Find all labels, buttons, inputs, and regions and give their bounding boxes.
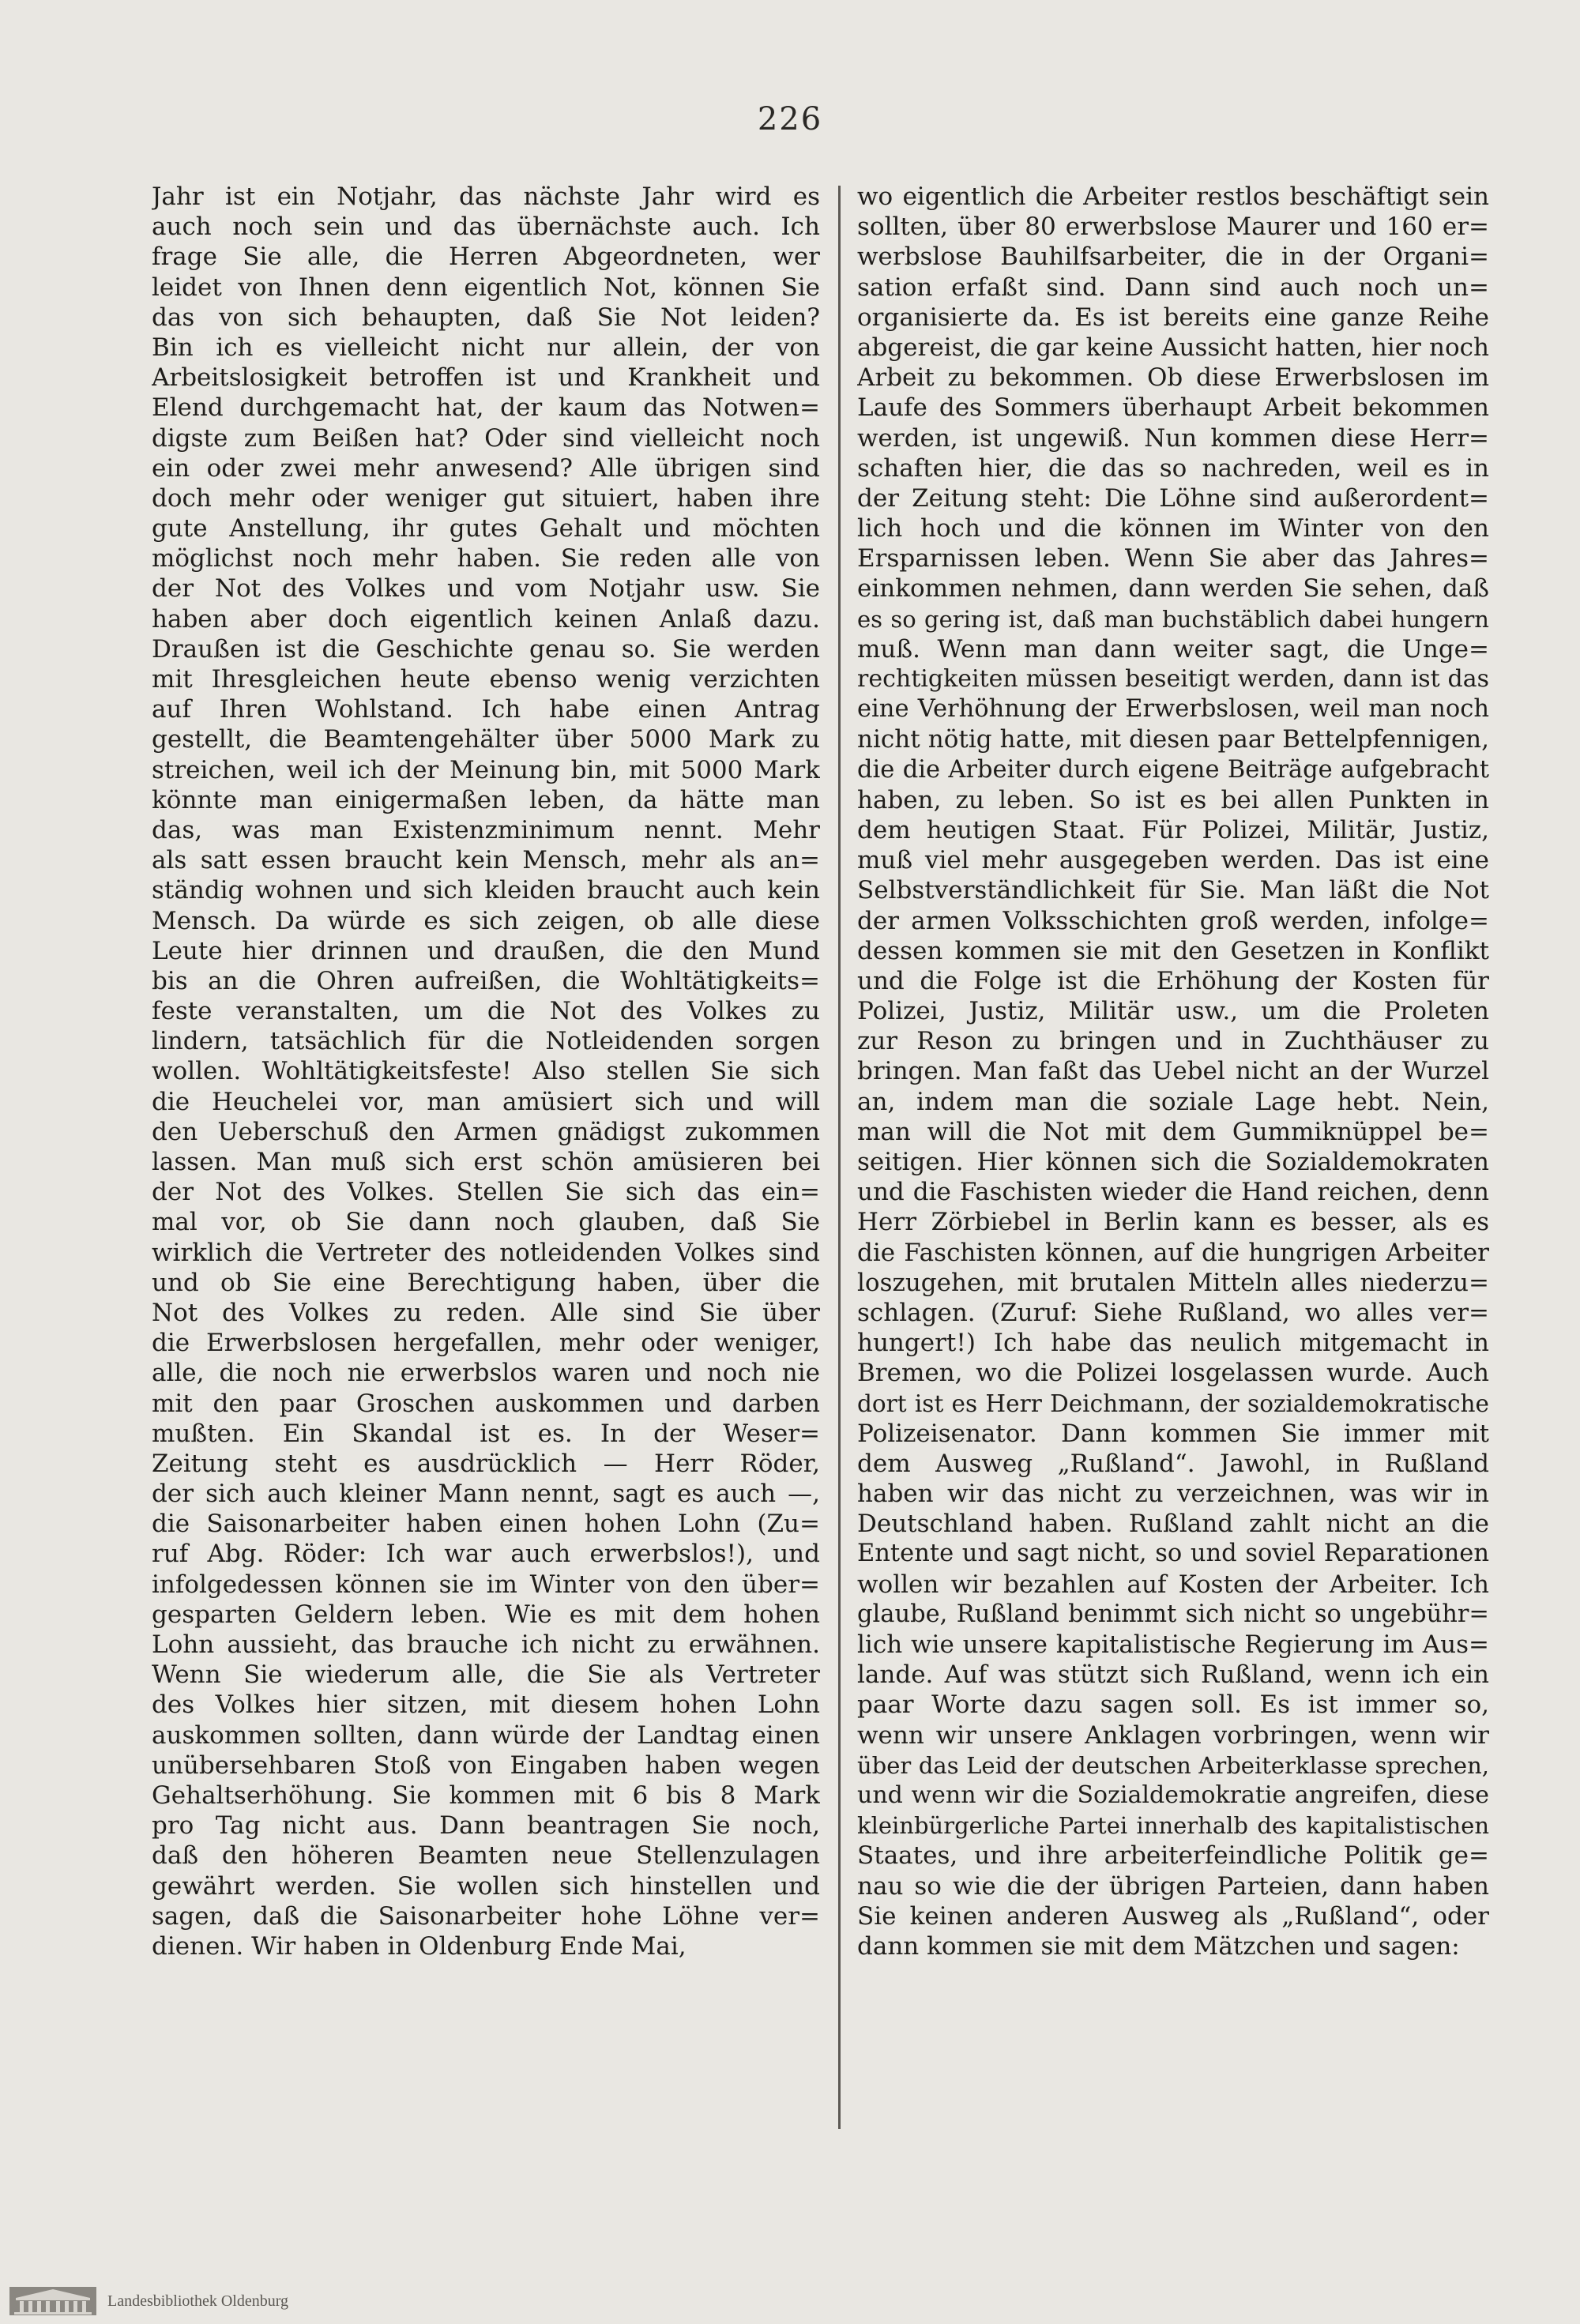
- text-line: den Ueberschuß den Armen gnädigst zukommen: [152, 1117, 820, 1146]
- text-line: hungert!) Ich habe das neulich mitgemacht in: [857, 1329, 1489, 1358]
- text-line: wirklich die Vertreter des notleidenden Volkes sind: [152, 1238, 820, 1267]
- text-line: Bin ich es vielleicht nicht nur allein, der von: [152, 333, 820, 362]
- text-line: ruf Abg. Röder: Ich war auch erwerbslos!), und: [152, 1540, 820, 1569]
- text-line: die Faschisten können, auf die hungrigen Arbeiter: [857, 1238, 1489, 1267]
- text-line: Arbeit zu bekommen. Ob diese Erwerbslosen im: [857, 363, 1489, 393]
- text-line: muß viel mehr ausgegeben werden. Das ist eine: [857, 846, 1489, 875]
- text-line: mit Ihresgleichen heute ebenso wenig verzichten: [152, 665, 820, 694]
- text-line: Draußen ist die Geschichte genau so. Sie werden: [152, 634, 820, 664]
- left-text-column: [152, 182, 820, 2141]
- text-line: wollen wir bezahlen auf Kosten der Arbeiter. Ich: [857, 1570, 1489, 1599]
- text-line: das von sich behaupten, daß Sie Not leiden?: [152, 303, 820, 332]
- text-line: wenn wir unsere Anklagen vorbringen, wenn wir: [857, 1720, 1489, 1750]
- text-line: nau so wie die der übrigen Parteien, dann haben: [857, 1871, 1489, 1901]
- text-line: bis an die Ohren aufreißen, die Wohltätigkeits=: [152, 966, 820, 995]
- text-line: unübersehbaren Stoß von Eingaben haben wegen: [152, 1751, 820, 1780]
- text-line: der sich auch kleiner Mann nennt, sagt es auch —,: [152, 1480, 820, 1509]
- text-line: mit den paar Groschen auskommen und darben: [152, 1389, 820, 1418]
- text-line: Ersparnissen leben. Wenn Sie aber das Jahres=: [857, 544, 1489, 573]
- column-divider: [838, 186, 841, 2129]
- text-line: seitigen. Hier können sich die Sozialdemokraten: [857, 1148, 1489, 1176]
- text-line: doch mehr oder weniger gut situiert, haben ihre: [152, 483, 820, 513]
- text-line: rechtigkeiten müssen beseitigt werden, dann ist das: [857, 665, 1489, 693]
- text-line: Deutschland haben. Rußland zahlt nicht an die: [857, 1510, 1489, 1539]
- text-line: schlagen. (Zuruf: Siehe Rußland, wo alles ver=: [857, 1298, 1489, 1327]
- text-line: der Zeitung steht: Die Löhne sind außerordent=: [857, 483, 1489, 513]
- text-line: kleinbürgerliche Partei innerhalb des kapitalistischen: [857, 1812, 1489, 1840]
- text-line: und wenn wir die Sozialdemokratie angreifen, diese: [857, 1781, 1489, 1809]
- text-line: Polizeisenator. Dann kommen Sie immer mit: [857, 1419, 1489, 1448]
- text-line: feste veranstalten, um die Not des Volkes zu: [152, 997, 820, 1026]
- text-line: dem Ausweg „Rußland“. Jawohl, in Rußland: [857, 1449, 1489, 1478]
- text-line: möglichst noch mehr haben. Sie reden alle von: [152, 544, 820, 573]
- text-line: gesparten Geldern leben. Wie es mit dem hohen: [152, 1600, 820, 1629]
- text-line: loszugehen, mit brutalen Mitteln alles niederzu=: [857, 1268, 1489, 1297]
- text-line: die Erwerbslosen hergefallen, mehr oder weniger,: [152, 1329, 820, 1358]
- text-line: der Not des Volkes. Stellen Sie sich das ein=: [152, 1178, 820, 1207]
- text-line: pro Tag nicht aus. Dann beantragen Sie noch,: [152, 1811, 820, 1841]
- text-line: schaften hier, die das so nachreden, weil es in: [857, 453, 1489, 483]
- text-line: mal vor, ob Sie dann noch glauben, daß Sie: [152, 1208, 820, 1237]
- text-line: Sie keinen anderen Ausweg als „Rußland“, oder: [857, 1901, 1489, 1931]
- text-line: die Heuchelei vor, man amüsiert sich und will: [152, 1087, 820, 1116]
- text-line: Bremen, wo die Polizei losgelassen wurde. Auch: [857, 1359, 1489, 1388]
- text-line: eine Verhöhnung der Erwerbslosen, weil man noch: [857, 695, 1489, 724]
- text-line: dort ist es Herr Deichmann, der sozialdemokratische: [857, 1390, 1489, 1417]
- text-line: sollten, über 80 erwerbslose Maurer und 160 er=: [857, 212, 1489, 242]
- text-line: mußten. Ein Skandal ist es. In der Weser=: [152, 1419, 820, 1448]
- text-line: ein oder zwei mehr anwesend? Alle übrigen sind: [152, 453, 820, 483]
- text-line: auskommen sollten, dann würde der Landtag einen: [152, 1720, 820, 1750]
- text-line: abgereist, die gar keine Aussicht hatten, hier noch: [857, 333, 1489, 362]
- text-line: haben, zu leben. So ist es bei allen Punkten in: [857, 785, 1489, 814]
- text-line: Wenn Sie wiederum alle, die Sie als Vertreter: [152, 1660, 820, 1690]
- text-line: ständig wohnen und sich kleiden braucht auch kein: [152, 876, 820, 905]
- text-line: werbslose Bauhilfsarbeiter, die in der Organi=: [857, 243, 1489, 272]
- text-line: Jahr ist ein Notjahr, das nächste Jahr wird es: [152, 182, 820, 211]
- text-line: auch noch sein und das übernächste auch. Ich: [152, 212, 820, 242]
- text-line: könnte man einigermaßen leben, da hätte man: [152, 785, 820, 814]
- text-line: dann kommen sie mit dem Mätzchen und sagen:: [857, 1931, 1460, 1961]
- text-line: Polizei, Justiz, Militär usw., um die Proleten: [857, 997, 1489, 1026]
- text-line: haben aber doch eigentlich keinen Anlaß dazu.: [152, 604, 820, 634]
- text-line: und die Faschisten wieder die Hand reichen, denn: [857, 1178, 1489, 1207]
- text-line: lassen. Man muß sich erst schön amüsieren bei: [152, 1148, 820, 1176]
- text-line: Laufe des Sommers überhaupt Arbeit bekommen: [857, 393, 1489, 423]
- text-line: die Saisonarbeiter haben einen hohen Lohn (Zu=: [152, 1510, 820, 1539]
- library-building-logo: [9, 2287, 96, 2315]
- text-line: wollen. Wohltätigkeitsfeste! Also stellen Sie sich: [152, 1057, 820, 1086]
- text-line: einkommen nehmen, dann werden Sie sehen, daß: [857, 574, 1489, 604]
- text-line: wo eigentlich die Arbeiter restlos beschäftigt sein: [857, 182, 1489, 211]
- text-line: werden, ist ungewiß. Nun kommen diese Herr=: [857, 423, 1489, 453]
- text-line: das, was man Existenzminimum nennt. Mehr: [152, 815, 820, 844]
- text-line: dienen. Wir haben in Oldenburg Ende Mai,: [152, 1931, 687, 1961]
- text-line: Entente und sagt nicht, so und soviel Reparationen: [857, 1540, 1489, 1568]
- footer: [9, 2285, 288, 2317]
- text-line: digste zum Beißen hat? Oder sind vielleicht noch: [152, 423, 820, 453]
- text-line: dessen kommen sie mit den Gesetzen in Konflikt: [857, 936, 1489, 965]
- text-line: es so gering ist, daß man buchstäblich dabei hungern: [857, 605, 1489, 633]
- text-line: paar Worte dazu sagen soll. Es ist immer so,: [857, 1690, 1489, 1720]
- text-line: daß den höheren Beamten neue Stellenzulagen: [152, 1841, 820, 1871]
- text-line: auf Ihren Wohlstand. Ich habe einen Antrag: [152, 695, 820, 724]
- text-line: gestellt, die Beamtengehälter über 5000 Mark zu: [152, 725, 820, 754]
- text-line: zur Reson zu bringen und in Zuchthäuser zu: [857, 1027, 1489, 1056]
- text-line: Elend durchgemacht hat, der kaum das Notwen=: [152, 393, 820, 423]
- text-line: gute Anstellung, ihr gutes Gehalt und möchten: [152, 514, 820, 543]
- text-line: über das Leid der deutschen Arbeiterklasse sprechen,: [857, 1751, 1489, 1779]
- text-line: Herr Zörbiebel in Berlin kann es besser, als es: [857, 1208, 1489, 1237]
- text-line: frage Sie alle, die Herren Abgeordneten, wer: [152, 243, 820, 272]
- text-line: an, indem man die soziale Lage hebt. Nein,: [857, 1087, 1489, 1116]
- text-line: lande. Auf was stützt sich Rußland, wenn ich ein: [857, 1660, 1489, 1690]
- text-line: infolgedessen können sie im Winter von den über=: [152, 1570, 820, 1599]
- text-line: Selbstverständlichkeit für Sie. Man läßt die Not: [857, 876, 1489, 905]
- text-line: gewährt werden. Sie wollen sich hinstellen und: [152, 1871, 820, 1901]
- text-line: Lohn aussieht, das brauche ich nicht zu erwähnen.: [152, 1630, 820, 1659]
- text-line: nicht nötig hatte, mit diesen paar Bettelpfennigen,: [857, 725, 1489, 754]
- text-line: lich wie unsere kapitalistische Regierung im Aus=: [857, 1630, 1489, 1659]
- text-line: Zeitung steht es ausdrücklich — Herr Röder,: [152, 1449, 820, 1478]
- text-line: haben wir das nicht zu verzeichnen, was wir in: [857, 1480, 1489, 1509]
- text-line: Gehaltserhöhung. Sie kommen mit 6 bis 8 Mark: [152, 1781, 820, 1810]
- text-line: Staates, und ihre arbeiterfeindliche Politik ge=: [857, 1841, 1489, 1871]
- text-line: alle, die noch nie erwerbslos waren und noch nie: [152, 1359, 820, 1388]
- text-line: Leute hier drinnen und draußen, die den Mund: [152, 936, 820, 965]
- text-line: lindern, tatsächlich für die Notleidenden sorgen: [152, 1027, 820, 1056]
- text-line: sation erfaßt sind. Dann sind auch noch un=: [857, 273, 1489, 302]
- text-line: der armen Volksschichten groß werden, infolge=: [857, 906, 1489, 935]
- text-line: organisierte da. Es ist bereits eine ganze Reihe: [857, 303, 1489, 332]
- right-text-column: [857, 182, 1489, 2141]
- text-line: des Volkes hier sitzen, mit diesem hohen Lohn: [152, 1690, 820, 1720]
- text-line: muß. Wenn man dann weiter sagt, die Unge=: [857, 634, 1489, 664]
- text-line: die die Arbeiter durch eigene Beiträge aufgebracht: [857, 755, 1489, 784]
- text-line: der Not des Volkes und vom Notjahr usw. Sie: [152, 574, 820, 604]
- text-line: leidet von Ihnen denn eigentlich Not, können Sie: [152, 273, 820, 302]
- text-line: Arbeitslosigkeit betroffen ist und Krankheit und: [152, 363, 820, 393]
- text-line: sagen, daß die Saisonarbeiter hohe Löhne ver=: [152, 1901, 820, 1931]
- text-line: Mensch. Da würde es sich zeigen, ob alle diese: [152, 906, 820, 935]
- text-line: und ob Sie eine Berechtigung haben, über die: [152, 1268, 820, 1297]
- text-line: als satt essen braucht kein Mensch, mehr als an=: [152, 846, 820, 875]
- text-line: man will die Not mit dem Gummiknüppel be=: [857, 1117, 1489, 1146]
- text-line: dem heutigen Staat. Für Polizei, Militär, Justiz,: [857, 815, 1489, 844]
- text-line: bringen. Man faßt das Uebel nicht an der Wurzel: [857, 1057, 1489, 1086]
- text-line: glaube, Rußland benimmt sich nicht so ungebühr=: [857, 1600, 1489, 1628]
- text-line: und die Folge ist die Erhöhung der Kosten für: [857, 966, 1489, 995]
- library-name: Landesbibliothek Oldenburg: [107, 2292, 289, 2310]
- page-number: 226: [757, 101, 823, 137]
- text-line: streichen, weil ich der Meinung bin, mit 5000 Mark: [152, 755, 820, 784]
- text-line: Not des Volkes zu reden. Alle sind Sie über: [152, 1298, 820, 1327]
- text-line: lich hoch und die können im Winter von den: [857, 514, 1489, 543]
